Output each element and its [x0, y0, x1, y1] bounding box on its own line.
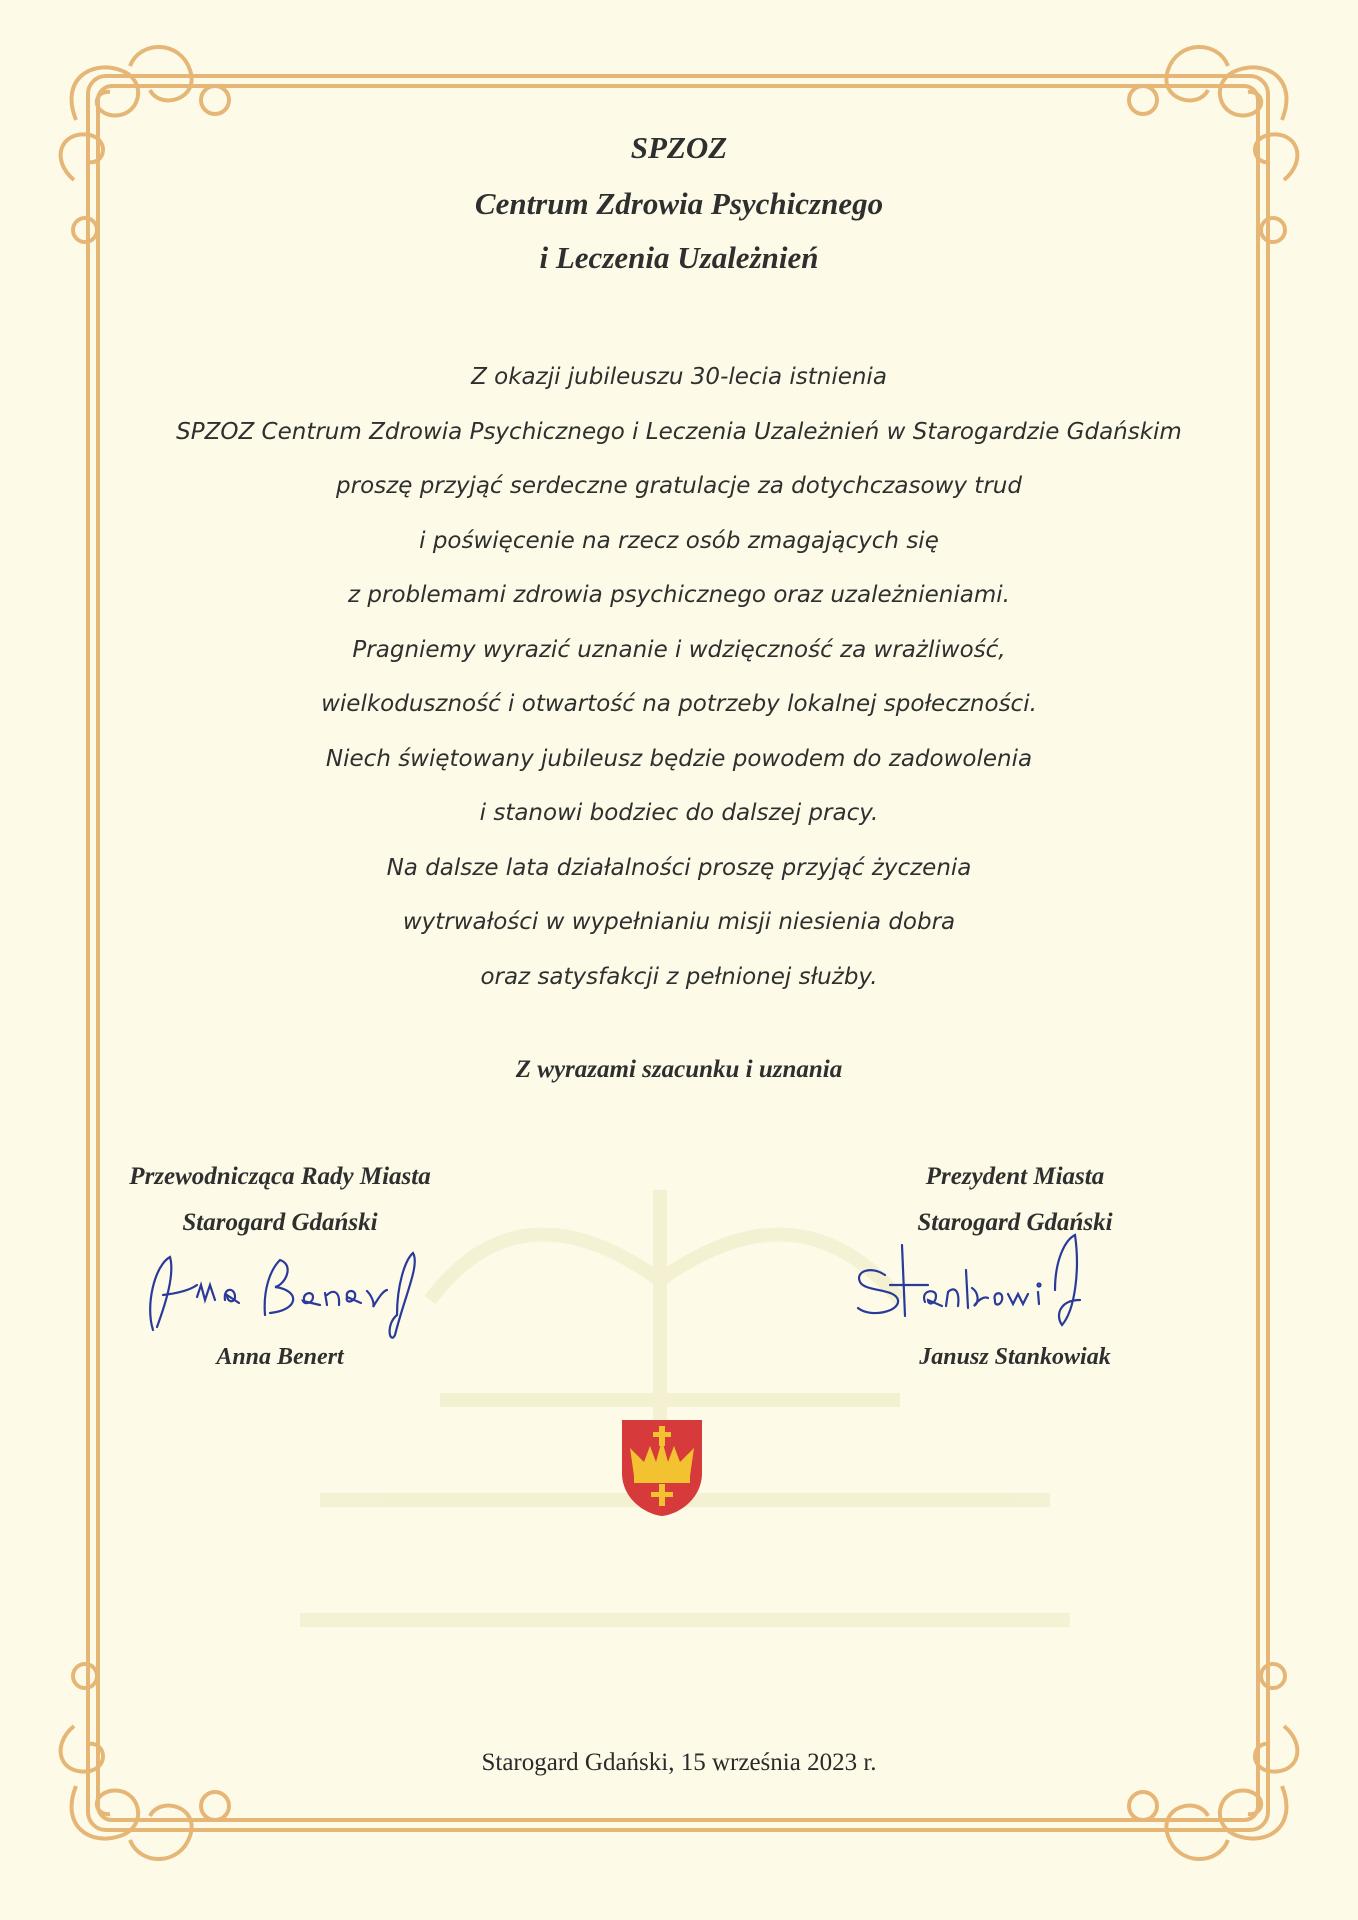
- body-line: i stanowi bodziec do dalszej pracy.: [479, 800, 879, 826]
- body-line: Pragniemy wyrazić uznanie i wdzięczność za wrażliwość,: [352, 636, 1006, 663]
- body-line: Niech świętowany jubileusz będzie powodem do zadowolenia: [325, 745, 1033, 772]
- header-line-1: Centrum Zdrowia Psychicznego: [474, 186, 884, 221]
- left-signatory-name: Anna Benert: [216, 1344, 344, 1370]
- body-line: Na dalsze lata działalności proszę przyjąć życzenia: [386, 854, 972, 881]
- body-line: z problemami zdrowia psychicznego oraz uzależnieniami.: [348, 582, 1010, 608]
- left-signatory-block: [100, 1154, 460, 1246]
- closing-salutation: Z wyrazami szacunku i uznania: [515, 1056, 843, 1083]
- body-line: SPZOZ Centrum Zdrowia Psychicznego i Leczenia Uzależnień w Starogardzie Gdańskim: [176, 418, 1182, 445]
- body-line: proszę przyjąć serdeczne gratulacje za dotychczasowy trud: [336, 473, 1022, 499]
- body-text: [0, 350, 1358, 1004]
- body-line: i poświęcenie na rzecz osób zmagających się: [419, 527, 939, 554]
- right-signatory-title: Prezydent Miasta: [925, 1163, 1105, 1190]
- right-handwritten-signature: [850, 1230, 1130, 1340]
- body-line: oraz satysfakcji z pełnionej służby.: [480, 963, 878, 990]
- header-org: SPZOZ: [630, 130, 728, 165]
- header-line-2: i Leczenia Uzależnień: [539, 240, 819, 275]
- body-line: wytrwałości w wypełnianiu misji niesienia dobra: [402, 909, 956, 935]
- left-handwritten-signature: [135, 1245, 425, 1345]
- right-signatory-name: Janusz Stankowiak: [919, 1344, 1111, 1370]
- right-signatory-city: Starogard Gdański: [917, 1209, 1113, 1236]
- place-and-date: Starogard Gdański, 15 września 2023 r.: [481, 1749, 877, 1776]
- left-signatory-title: Przewodnicząca Rady Miasta: [129, 1163, 431, 1190]
- left-signatory-city: Starogard Gdański: [182, 1209, 378, 1236]
- body-line: Z okazji jubileuszu 30-lecia istnienia: [471, 364, 887, 390]
- body-line: wielkoduszność i otwartość na potrzeby lokalnej społeczności.: [321, 691, 1037, 717]
- coat-of-arms-icon: [620, 1418, 704, 1518]
